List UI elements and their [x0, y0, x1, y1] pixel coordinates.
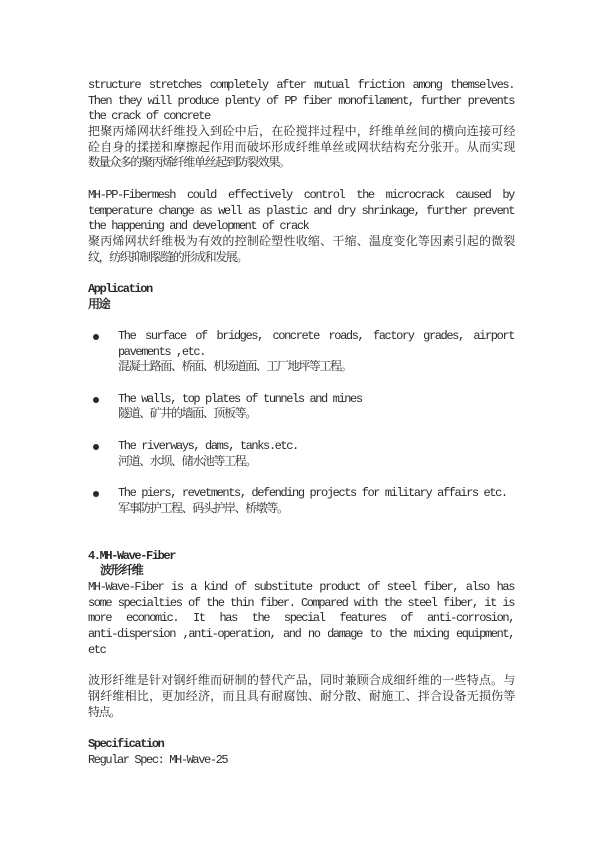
blank-line — [88, 172, 514, 188]
regular-spec-line: Regular Spec: MH-Wave-25 — [88, 752, 228, 767]
text-line: Then they will produce plenty of PP fiber monofilament, further prevents — [88, 93, 514, 108]
text-line: The piers, revetments, defending projects for military affairs etc. — [118, 485, 507, 500]
document-content — [88, 78, 514, 768]
blank-line — [88, 517, 514, 548]
text-line: some specialties of the thin fiber. Compared with the steel fiber, it is — [88, 595, 514, 610]
text-line: 军事防护工程、码头护岸、桥墩等。 — [118, 501, 288, 516]
paragraph-fibermesh-en — [88, 188, 514, 235]
paragraph-wave-fiber-zh — [88, 674, 514, 721]
application-bullet-2 — [88, 392, 514, 423]
blank-line — [88, 376, 514, 392]
text-line: the happening and development of crack — [88, 219, 309, 234]
bullet-icon — [93, 397, 99, 403]
application-heading-en: Application — [88, 281, 152, 296]
text-line: pavements ,etc. — [118, 344, 206, 359]
text-line: temperature change as well as plastic and dry shrinkage, further prevent — [88, 203, 514, 218]
bullet-icon — [93, 444, 99, 450]
application-heading-zh: 用途 — [88, 297, 110, 312]
text-line: 河道、水坝、储水池等工程。 — [118, 454, 256, 469]
text-line: MH-PP-Fibermesh could effectively control the microcrack caused by — [88, 187, 514, 202]
text-line: etc — [88, 642, 106, 657]
text-line: MH-Wave-Fiber is a kind of substitute product of steel fiber, also has — [88, 580, 514, 595]
blank-line — [88, 721, 514, 737]
text-line: 隧道、矿井的墙面、顶板等。 — [118, 407, 256, 422]
paragraph-wave-fiber-en — [88, 580, 514, 658]
text-line: 砼自身的揉搓和摩擦起作用而破坏形成纤维单丝或网状结构充分张开。从而实现 — [88, 140, 514, 155]
wave-fiber-heading-en: 4.MH-Wave-Fiber — [88, 548, 176, 563]
blank-line — [88, 266, 514, 282]
blank-line — [88, 423, 514, 439]
text-line: 波形纤维是针对钢纤维而研制的替代产品，同时兼顾合成细纤维的一些特点。与 — [88, 674, 514, 689]
specification-heading: Specification — [88, 736, 164, 751]
text-line: anti-dispersion ,anti-operation, and no damage to the mixing equipment, — [88, 627, 514, 642]
text-line: more economic. It has the special features of anti-corrosion, — [88, 611, 514, 626]
text-line: 纹，纺织抑制裂缝的形成和发展。 — [88, 250, 248, 265]
text-line: 混凝土路面、桥面、机场道面、工厂地坪等工程。 — [118, 360, 352, 375]
application-bullet-3 — [88, 439, 514, 470]
text-line: structure stretches completely after mutual friction among themselves. — [88, 78, 514, 92]
text-line: 特点。 — [88, 705, 120, 720]
blank-line — [88, 470, 514, 486]
paragraph-intro-en — [88, 78, 514, 125]
text-line: The walls, top plates of tunnels and mines — [118, 391, 362, 406]
text-line: 钢纤维相比，更加经济，而且具有耐腐蚀、耐分散、耐施工、拌合设备无损伤等 — [88, 689, 514, 704]
paragraph-fibermesh-zh — [88, 235, 514, 266]
blank-line — [88, 313, 514, 329]
text-line: 聚丙烯网状纤维极为有效的控制砼塑性收缩、干缩、温度变化等因素引起的微裂 — [88, 234, 514, 249]
bullet-icon — [93, 491, 99, 497]
bullet-icon — [93, 334, 99, 340]
text-line: 数量众多的聚丙烯纤维单丝起到防裂效果。 — [88, 156, 290, 171]
application-bullet-1 — [88, 329, 514, 376]
text-line: The riverways, dams, tanks.etc. — [118, 438, 298, 453]
wave-fiber-heading-zh: 波形纤维 — [100, 564, 143, 579]
text-line: 把聚丙烯网状纤维投入到砼中后，在砼搅拌过程中，纤维单丝间的横向连接可经 — [88, 125, 514, 140]
application-bullet-4 — [88, 486, 514, 517]
paragraph-intro-zh — [88, 125, 514, 172]
text-line: The surface of bridges, concrete roads, factory grades, airport — [118, 329, 514, 343]
blank-line — [88, 658, 514, 674]
text-line: the crack of concrete — [88, 109, 210, 124]
